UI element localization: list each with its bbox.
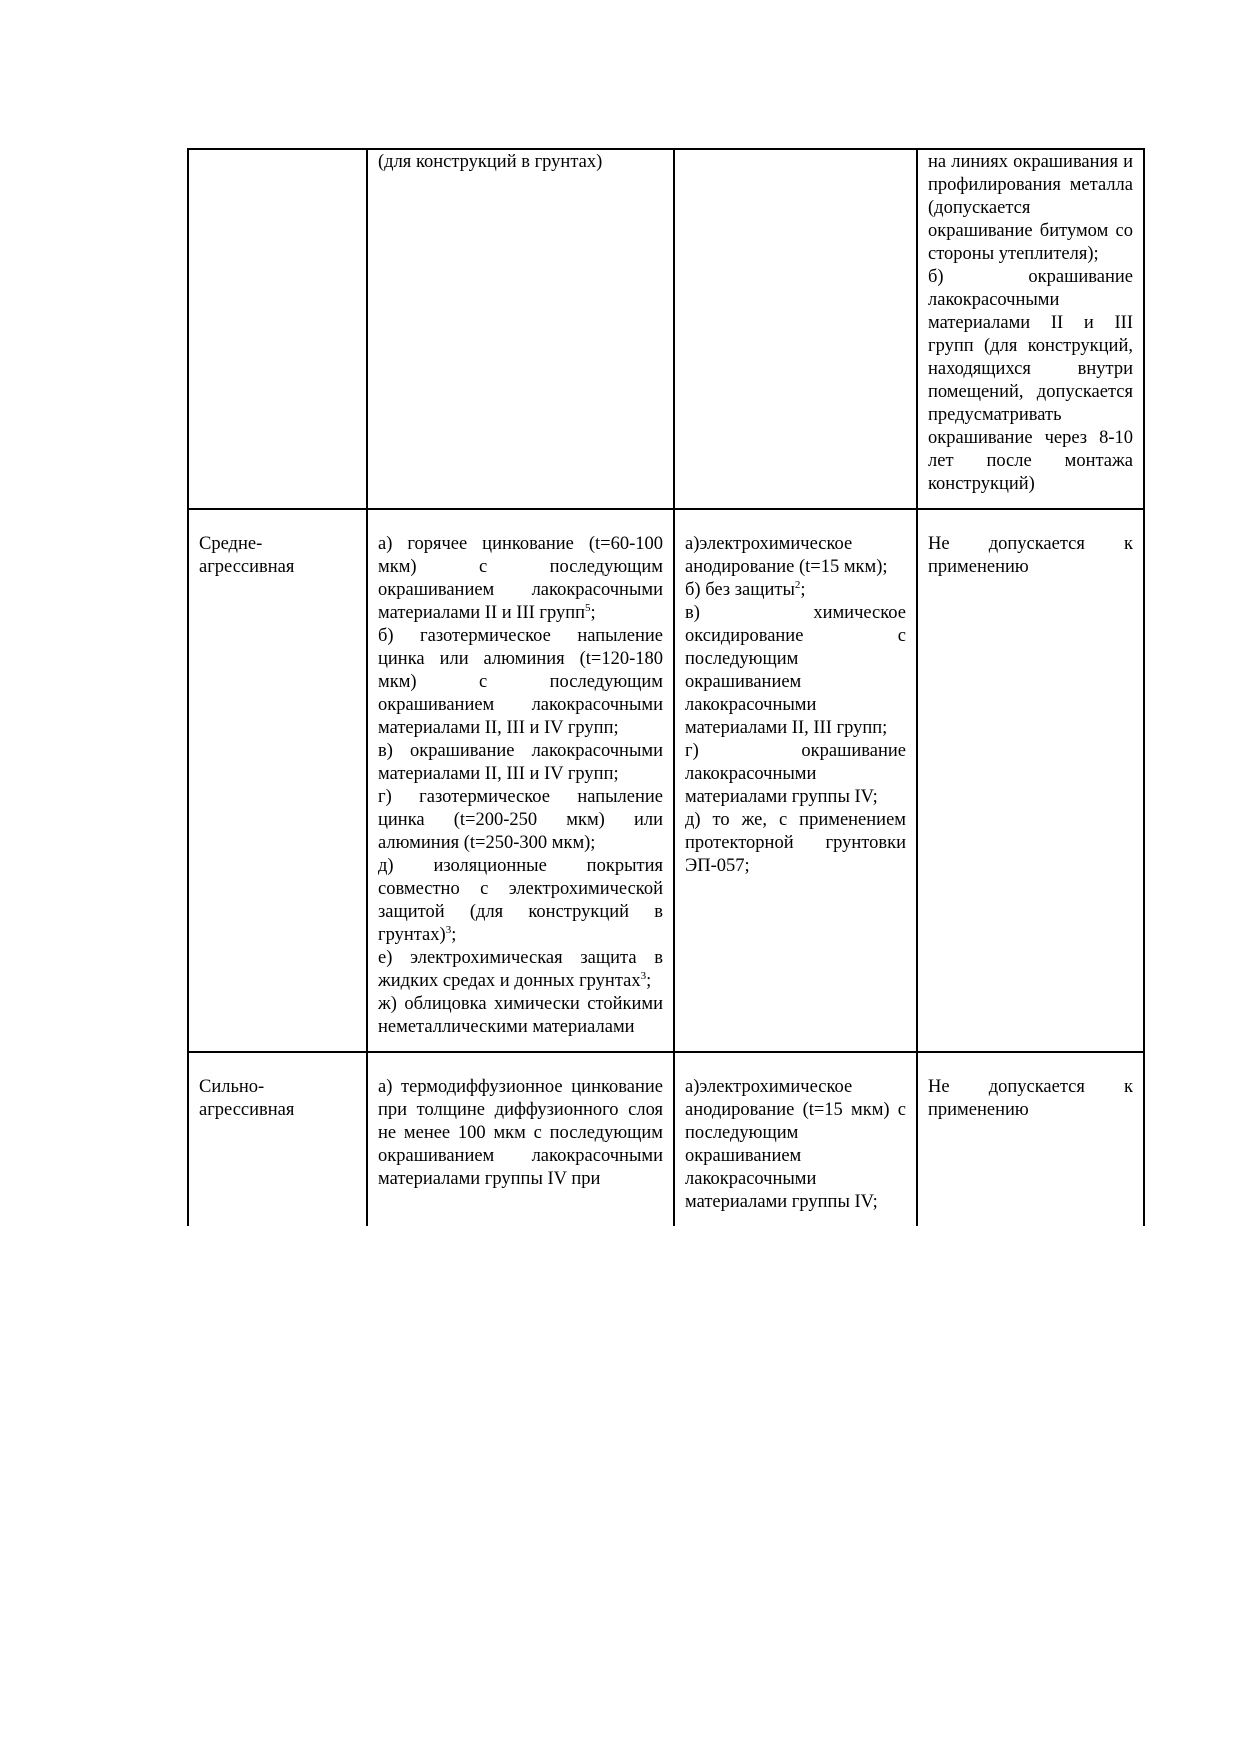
environment-cell: Средне-агрессивная (188, 509, 367, 1052)
protection-method-cell (367, 149, 674, 509)
aluminum-protection-cell (674, 1052, 917, 1226)
list-item: Не допускается к применению (928, 1077, 1133, 1120)
list-item: а)электрохимическое анодирование (t=15 мкм); (685, 534, 888, 577)
list-item: б) окрашивание лакокрасочными материалами II и III групп (для конструкций, находящихся внутри помещений, допускается предусматривать окрашивание через 8-10 лет после монтажа конструкций) (928, 267, 1133, 494)
table-row (188, 509, 1144, 1052)
note-cell (917, 1052, 1144, 1226)
list-item: ж) облицовка химически стойкими неметаллическими материалами (378, 994, 663, 1037)
environment-cell (188, 149, 367, 509)
note-cell (917, 149, 1144, 509)
list-item: в) химическое оксидирование с последующим окрашиванием лакокрасочными материалами II, III групп; (685, 603, 906, 738)
list-item: е) электрохимическая защита в жидких средах и донных грунтах$^3$; (378, 948, 663, 991)
protection-method-cell (367, 509, 674, 1052)
list-item: а)электрохимическое анодирование (t=15 мкм) с последующим окрашиванием лакокрасочными материалами группы IV; (685, 1077, 906, 1212)
list-item: в) окрашивание лакокрасочными материалами II, III и IV групп; (378, 741, 663, 784)
footnote-ref: 3 (445, 923, 452, 936)
aluminum-protection-cell (674, 149, 917, 509)
list-item: Не допускается к применению (928, 534, 1133, 577)
list-item: г) газотермическое напыление цинка (t=200-250 мкм) или алюминия (t=250-300 мкм); (378, 787, 663, 853)
footnote-ref: 5 (585, 601, 591, 614)
footnote-ref: 3 (640, 969, 647, 982)
list-item: д) изоляционные покрытия совместно с электрохимической защитой (для конструкций в грунтах)$^3$; (378, 856, 663, 945)
list-item: д) то же, с применением протекторной грунтовки ЭП-057; (685, 810, 906, 876)
note-cell (917, 509, 1144, 1052)
list-item: (для конструкций в грунтах) (378, 152, 603, 172)
protection-method-cell (367, 1052, 674, 1226)
list-item: г) окрашивание лакокрасочными материалами группы IV; (685, 741, 906, 807)
footnote-ref: 2 (794, 578, 801, 591)
list-item: б) газотермическое напыление цинка или алюминия (t=120-180 мкм) с последующим окрашиванием лакокрасочными материалами II, III и IV групп; (378, 626, 663, 738)
list-item: а) термодиффузионное цинкование при толщине диффузионного слоя не менее 100 мкм с последующим окрашиванием лакокрасочными материалами группы IV при (378, 1077, 663, 1189)
table-row (188, 149, 1144, 509)
list-item: б) без защиты$^2$; (685, 578, 806, 600)
aluminum-protection-cell (674, 509, 917, 1052)
corrosion-protection-table (187, 148, 1145, 1226)
environment-cell: Сильно-агрессивная (188, 1052, 367, 1226)
table-row (188, 1052, 1144, 1226)
list-item: на линиях окрашивания и профилирования металла (допускается окрашивание битумом со стороны утеплителя); (928, 152, 1133, 264)
list-item: а) горячее цинкование (t=60-100 мкм) с последующим окрашиванием лакокрасочными материалами II и III групп$^5$; (378, 534, 663, 623)
